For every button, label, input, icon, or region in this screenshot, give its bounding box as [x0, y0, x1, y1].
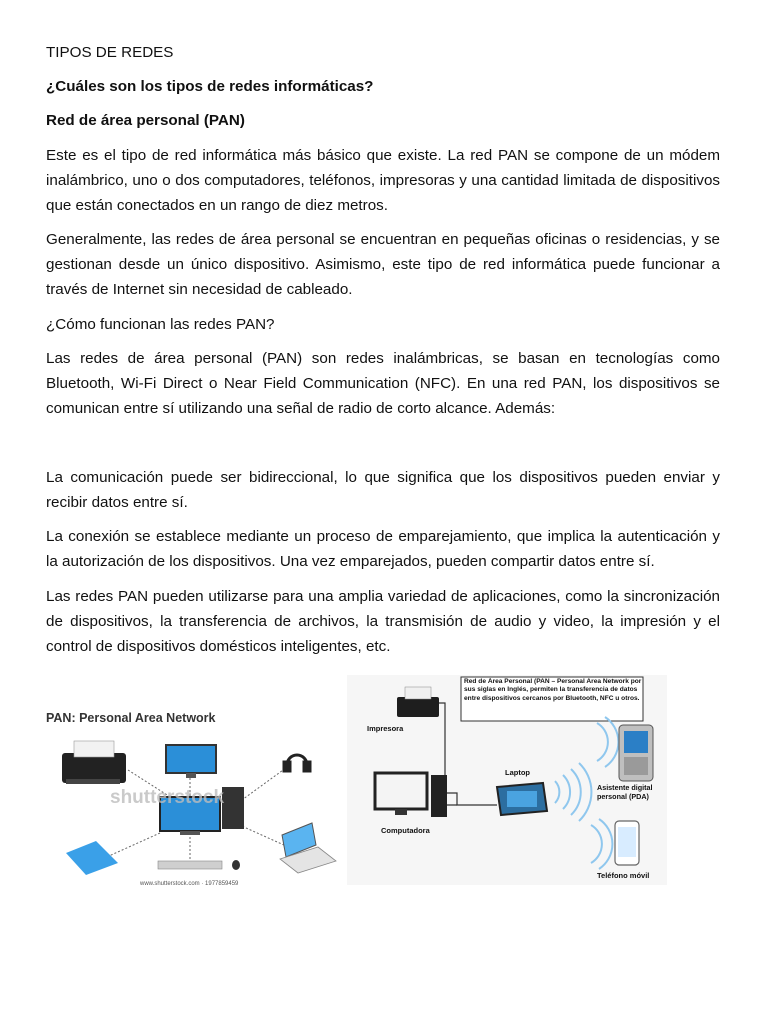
paragraph-3-question: ¿Cómo funcionan las redes PAN? [46, 316, 275, 333]
label-pda: Asistente digital personal (PDA) [597, 783, 653, 801]
doc-title: TIPOS DE REDES [46, 44, 174, 61]
watermark-text: shutterstock [110, 787, 225, 808]
doc-question: ¿Cuáles son los tipos de redes informáticas? [46, 78, 374, 95]
mouse-icon [232, 860, 240, 870]
pda-icon [619, 725, 653, 781]
pan-diagram-right [347, 675, 667, 885]
monitor-icon [166, 745, 216, 778]
laptop-icon [497, 783, 547, 815]
figure-left-footer: www.shutterstock.com · 1977859459 [140, 881, 239, 887]
label-phone: Teléfono móvil [597, 871, 650, 880]
paragraph-2: Generalmente, las redes de área personal se encuentran en pequeñas oficinas o residencias, y se gestionan desde un único dispositivo. Asimismo, este tipo de red informática puede funcionar a través de Internet sin necesidad de cableado. [46, 231, 720, 298]
label-printer: Impresora [367, 724, 404, 733]
pan-diagram-right-svg [347, 675, 667, 885]
figure-left-title: PAN: Personal Area Network [46, 711, 216, 725]
figure-right-caption: Red de Área Personal (PAN – Personal Area Network por sus siglas en Inglés, permiten la transferencia de datos entre dispositivos cercanos por Bluetooth, NFC u otros. [464, 678, 642, 702]
tablet-icon [66, 841, 118, 875]
paragraph-4: Las redes de área personal (PAN) son redes inalámbricas, se basan en tecnologías como Bluetooth, Wi-Fi Direct o Near Field Communication (NFC). En una red PAN, los dispositivos se comunican entre sí utilizando una señal de radio de corto alcance. Además: [46, 350, 720, 417]
paragraph-6: La conexión se establece mediante un proceso de emparejamiento, que implica la autenticación y la autorización de los dispositivos. Una vez emparejados, pueden compartir datos entre sí. [46, 528, 720, 570]
headphones-icon [284, 755, 310, 771]
printer-icon [62, 741, 126, 784]
paragraph-1: Este es el tipo de red informática más básico que existe. La red PAN se compone de un módem inalámbrico, uno o dos computadores, teléfonos, impresoras y una cantidad limitada de dispositivos que están conectados en un rango de diez metros. [46, 147, 720, 214]
pan-diagram-left [40, 705, 346, 895]
paragraph-5: La comunicación puede ser bidireccional, lo que significa que los dispositivos pueden enviar y recibir datos entre sí. [46, 469, 720, 511]
section-heading: Red de área personal (PAN) [46, 112, 245, 129]
paragraph-7: Las redes PAN pueden utilizarse para una amplia variedad de aplicaciones, como la sincronización de dispositivos, la transferencia de archivos, la transmisión de audio y video, la impresión y el control de dispositivos domésticos inteligentes, etc. [46, 588, 720, 655]
label-computer: Computadora [381, 826, 430, 835]
label-laptop: Laptop [505, 768, 530, 777]
printer-icon [397, 687, 439, 717]
keyboard-icon [158, 861, 222, 869]
pan-diagram-left-svg [40, 705, 346, 895]
desktop-computer-icon [375, 773, 447, 817]
laptop-icon [280, 823, 336, 873]
mobile-phone-icon [615, 821, 639, 865]
